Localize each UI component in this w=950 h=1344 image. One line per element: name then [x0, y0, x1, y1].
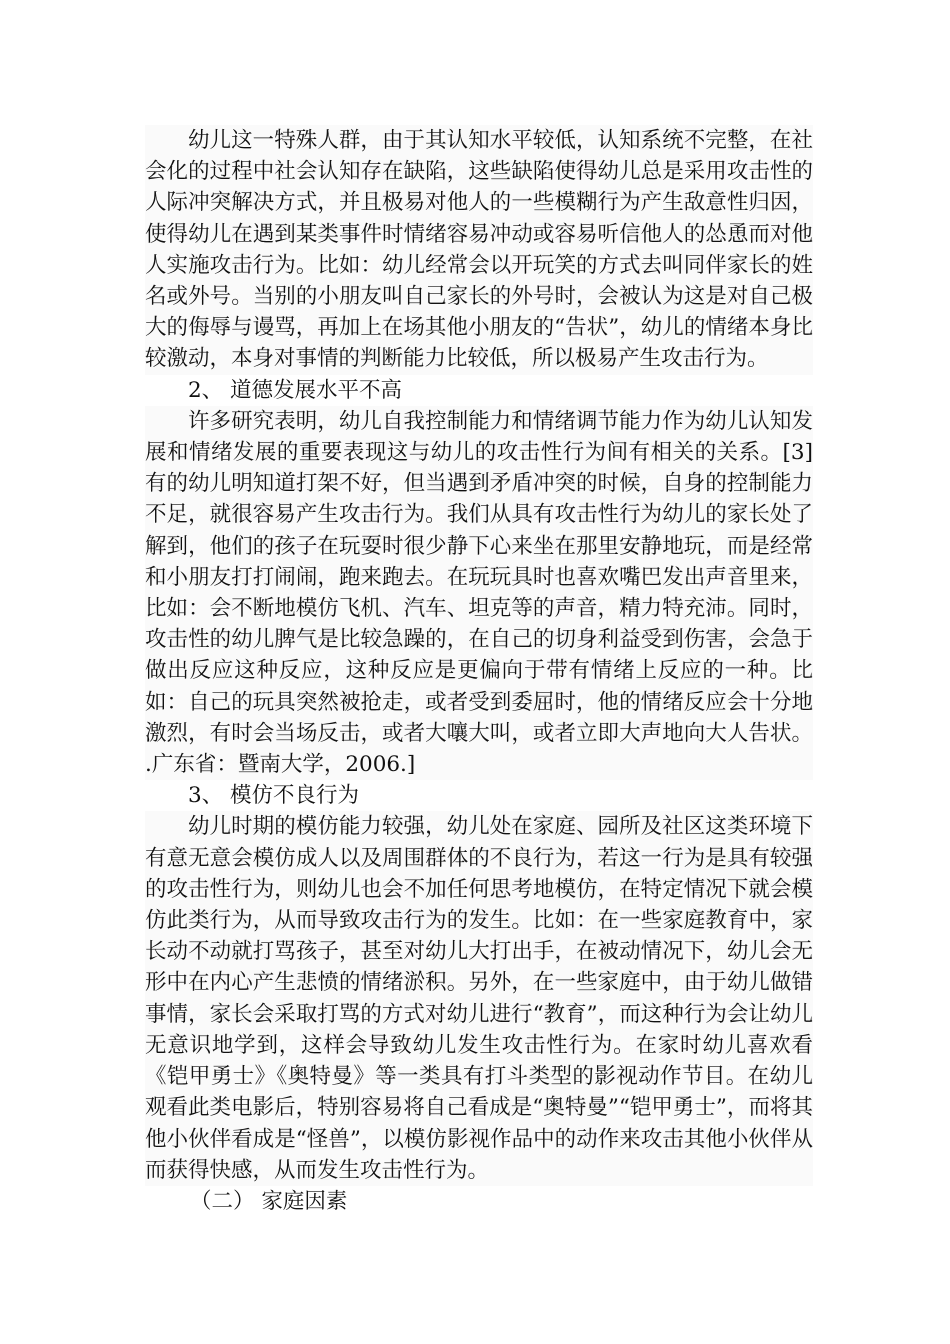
document-body	[145, 125, 813, 1217]
heading-moral-development: 2、 道德发展水平不高	[188, 377, 403, 403]
heading-imitation: 3、 模仿不良行为	[188, 783, 360, 809]
paragraph-cognitive-level: 幼儿这一特殊人群，由于其认知水平较低，认知系统不完整，在社会化的过程中社会认知存在缺陷，这些缺陷使得幼儿总是采用攻击性的人际冲突解决方式，并且极易对他人的一些模糊行为产生敌意性归因，使得幼儿在遇到某类事件时情绪容易冲动或容易听信他人的怂恿而对他人实施攻击行为。比如：幼儿经常会以开玩笑的方式去叫同伴家长的姓名或外号。当别的小朋友叫自己家长的外号时，会被认为这是对自己极大的侮辱与谩骂，再加上在场其他小朋友的“告状”，幼儿的情绪本身比较激动，本身对事情的判断能力比较低，所以极易产生攻击行为。	[145, 125, 813, 375]
paragraph-imitation: 幼儿时期的模仿能力较强，幼儿处在家庭、园所及社区这类环境下有意无意会模仿成人以及周围群体的不良行为，若这一行为是具有较强的攻击性行为，则幼儿也会不加任何思考地模仿，在特定情况下就会模仿此类行为，从而导致攻击行为的发生。比如：在一些家庭教育中，家长动不动就打骂孩子，甚至对幼儿大打出手，在被动情况下，幼儿会无形中在内心产生悲愤的情绪淤积。另外，在一些家庭中，由于幼儿做错事情，家长会采取打骂的方式对幼儿进行“教育”，而这种行为会让幼儿无意识地学到，这样会导致幼儿发生攻击性行为。在家时幼儿喜欢看《铠甲勇士》《奥特曼》等一类具有打斗类型的影视动作节目。在幼儿观看此类电影后，特别容易将自己看成是“奥特曼”“铠甲勇士”，而将其他小伙伴看成是“怪兽”，以模仿影视作品中的动作来攻击其他小伙伴从而获得快感，从而发生攻击性行为。	[145, 811, 813, 1185]
heading-family-factors: （二） 家庭因素	[190, 1188, 348, 1214]
paragraph-moral-development: 许多研究表明，幼儿自我控制能力和情绪调节能力作为幼儿认知发展和情绪发展的重要表现这与幼儿的攻击性行为间有相关的关系。[3]有的幼儿明知道打架不好，但当遇到矛盾冲突的时候，自身的控制能力不足，就很容易产生攻击行为。我们从具有攻击性行为幼儿的家长处了解到，他们的孩子在玩耍时很少静下心来坐在那里安静地玩，而是经常和小朋友打打闹闹，跑来跑去。在玩玩具时也喜欢嘴巴发出声音里来，比如：会不断地模仿飞机、汽车、坦克等的声音，精力特充沛。同时，攻击性的幼儿脾气是比较急躁的，在自己的切身利益受到伤害，会急于做出反应这种反应，这种反应是更偏向于带有情绪上反应的一种。比如：自己的玩具突然被抢走，或者受到委屈时，他的情绪反应会十分地激烈，有时会当场反击，或者大嚷大叫，或者立即大声地向大人告状。 .广东省：暨南大学，2006.]	[145, 406, 813, 780]
